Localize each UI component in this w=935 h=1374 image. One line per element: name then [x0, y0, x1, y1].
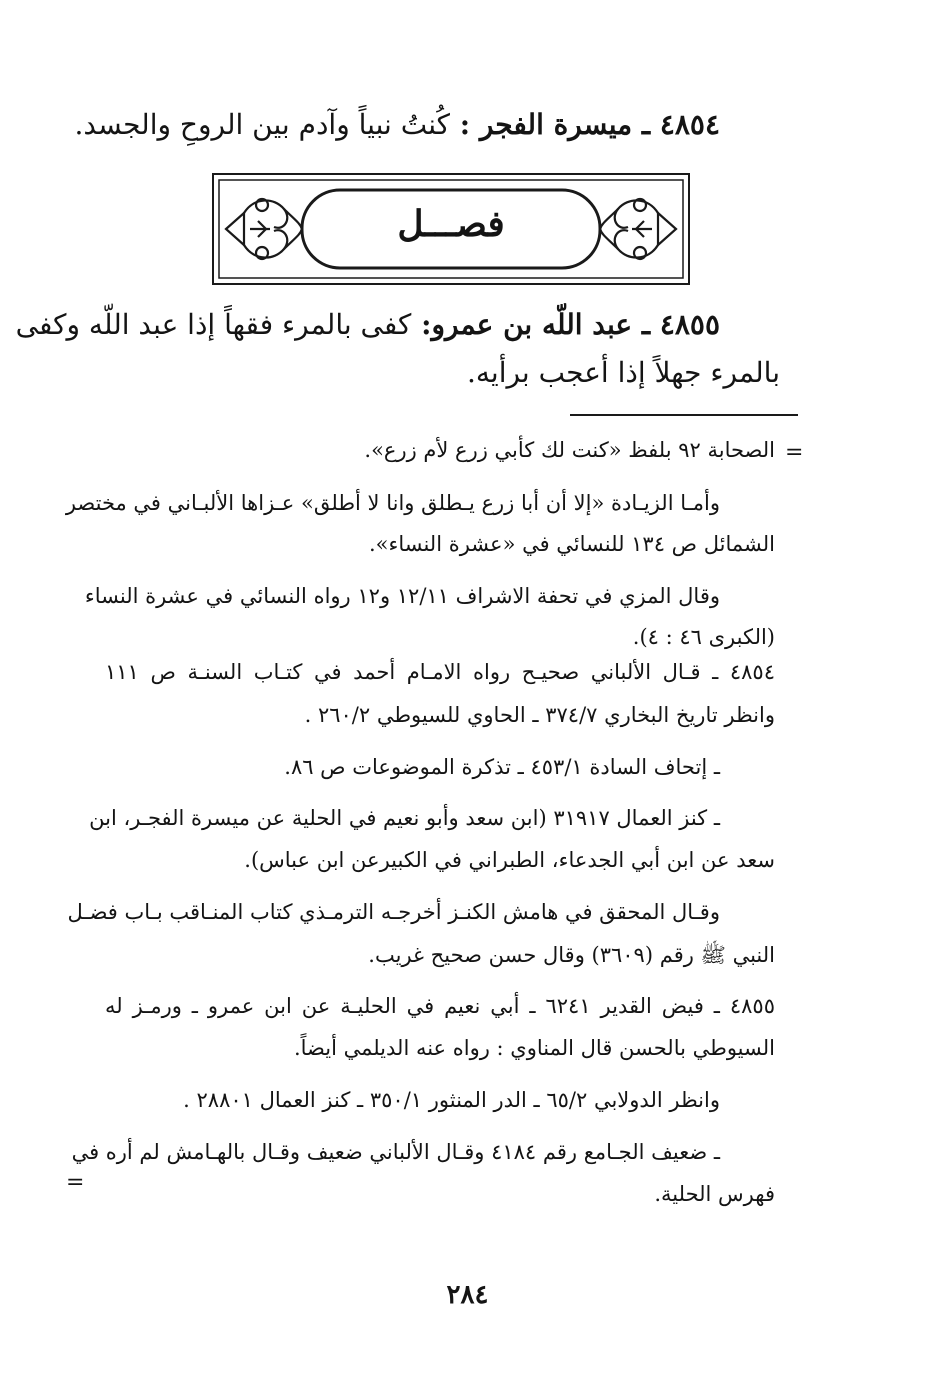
footnote-line: سعد عن ابن أبي الجدعاء، الطبراني في الكبيرعن ابن عباس).	[244, 848, 775, 872]
hadith-4855-text-line1: كفى بالمرء فقهاً إذا عبد اللّه وكفى	[15, 308, 412, 341]
footnote-line: وقال المزي في تحفة الاشراف ١٢/١١ و١٢ رواه النسائي في عشرة النساء	[84, 584, 720, 608]
hadith-4854	[75, 108, 720, 141]
hadith-4854-number: ٤٨٥٤ ـ ميسرة الفجر :	[459, 108, 720, 141]
footnote-line: وانظر تاريخ البخاري ٣٧٤/٧ ـ الحاوي للسيوطي ٢٦٠/٢ .	[304, 703, 775, 727]
footnote-line: ٤٨٥٤ ـ قـال الألباني صحيـح رواه الامـام أحمد في كتـاب السنـة ص ١١١	[105, 660, 775, 684]
hadith-4855	[16, 308, 720, 341]
footnote-line: الشمائل ص ١٣٤ للنسائي في «عشرة النساء».	[368, 532, 775, 556]
footnote-line: الصحابة ٩٢ بلفظ «كنت لك كأبي زرع لأم زرع».	[364, 438, 775, 462]
footnote-continuation-end: =	[66, 1170, 85, 1195]
footnote-line: ـ إتحاف السادة ٤٥٣/١ ـ تذكرة الموضوعات ص ٨٦.	[284, 755, 720, 779]
footnote-line: وانظر الدولابي ٦٥/٢ ـ الدر المنثور ٣٥٠/١ ـ كنز العمال ٢٨٨٠١ .	[183, 1088, 720, 1112]
footnote-line: وأمـا الزيـادة «إلا أن أبا زرع يـطلق وانا لا أطلق» عـزاها الألبـاني في مختصر	[65, 491, 720, 515]
footnote-line: ـ ضعيف الجـامع رقم ٤١٨٤ وقـال الألباني ضعيف وقـال بالهـامش لم أره في	[71, 1140, 720, 1164]
footnote-line: النبي ﷺ رقم (٣٦٠٩) وقال حسن صحيح غريب.	[368, 943, 775, 967]
footnote-line: فهرس الحلية.	[654, 1182, 775, 1206]
footnote-line: (الكبرى ٤٦ : ٤).	[632, 625, 775, 649]
footnote-separator	[570, 414, 798, 416]
page-number: ٢٨٤	[446, 1280, 489, 1310]
footnote-line: ٤٨٥٥ ـ فيض القدير ٦٢٤١ ـ أبي نعيم في الحليـة عن ابن عمرو ـ ورمـز له	[105, 994, 775, 1018]
footnote-continuation-start: =	[785, 440, 804, 465]
hadith-4854-text: كُنتُ نبياً وآدم بين الروحِ والجسد.	[74, 108, 451, 141]
hadith-4855-text-line2: بالمرء جهلاً إذا أعجب برأيه.	[467, 356, 780, 389]
footnote-line: ـ كنز العمال ٣١٩١٧ (ابن سعد وأبو نعيم في الحلية عن ميسرة الفجـر، ابن	[89, 806, 720, 830]
footnote-line: السيوطي بالحسن قال المناوي : رواه عنه الديلمي أيضاً.	[293, 1036, 775, 1060]
section-heading-frame	[212, 173, 690, 285]
footnote-line: وقـال المحقق في هامش الكنـز أخرجـه الترمـذي كتاب المنـاقب بـاب فضـل	[67, 900, 720, 924]
section-heading: فصـــل	[397, 203, 505, 245]
hadith-4855-number: ٤٨٥٥ ـ عبد اللّه بن عمرو:	[421, 308, 720, 341]
